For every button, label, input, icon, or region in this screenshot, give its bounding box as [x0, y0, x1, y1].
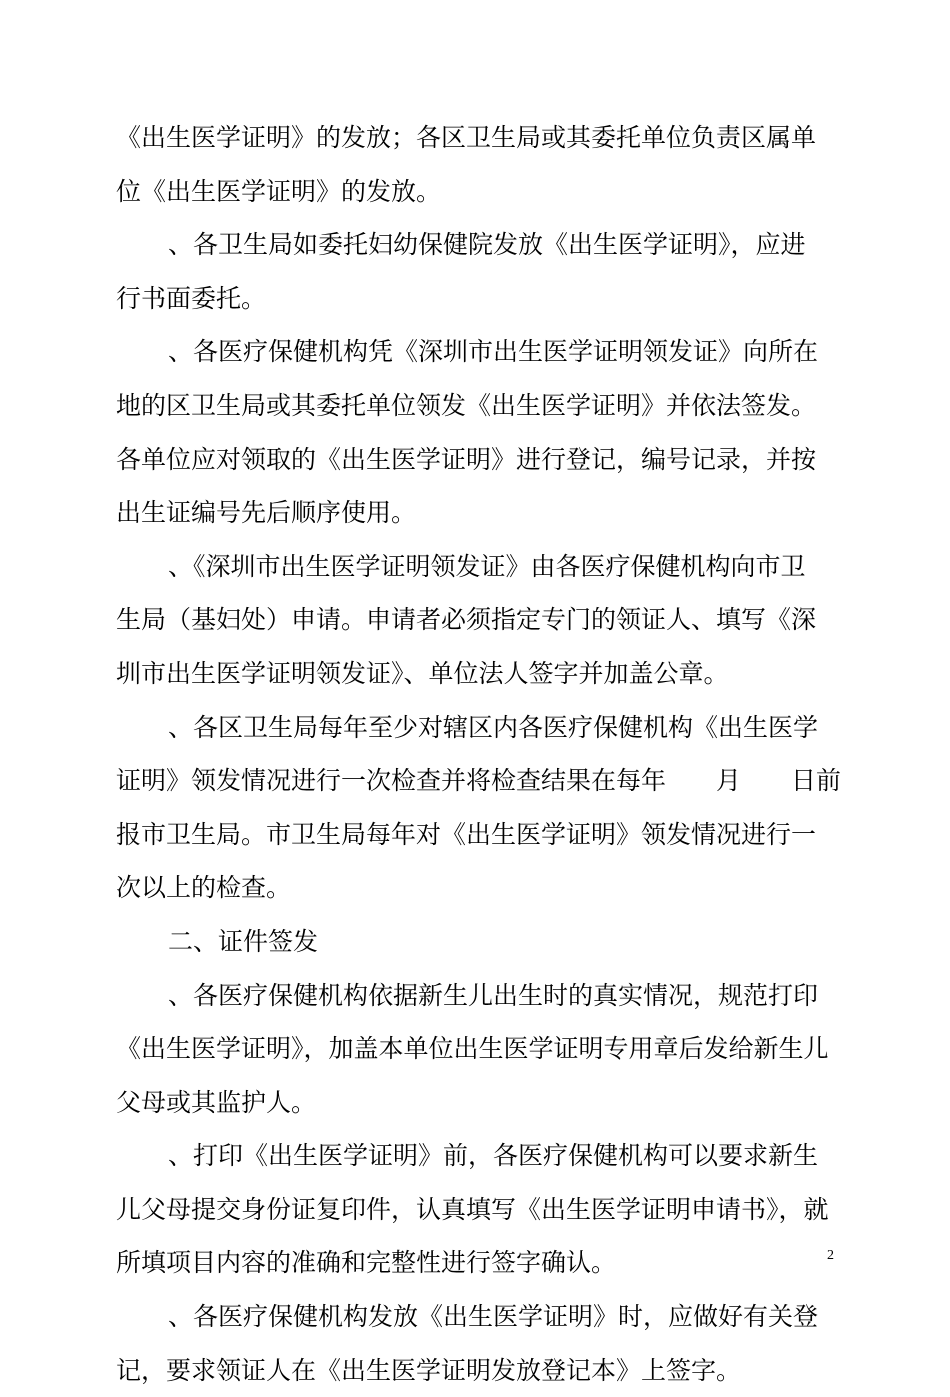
- text-line: 、《深圳市出生医学证明领发证》由各医疗保健机构向市卫: [168, 551, 806, 581]
- text-line: 、打印《出生医学证明》前，各医疗保健机构可以要求新生: [168, 1141, 819, 1171]
- text-line: 记，要求领证人在《出生医学证明发放登记本》上签字。: [116, 1355, 742, 1385]
- text-line: 报市卫生局。市卫生局每年对《出生医学证明》领发情况进行一: [116, 819, 817, 849]
- text-line: 《出生医学证明》的发放；各区卫生局或其委托单位负责区属单: [116, 123, 817, 152]
- text-line: 生局（基妇处）申请。申请者必须指定专门的领证人、填写《深: [116, 605, 817, 635]
- text-line: 各单位应对领取的《出生医学证明》进行登记，编号记录，并按: [116, 444, 817, 474]
- text-line: 地的区卫生局或其委托单位领发《出生医学证明》并依法签发。: [116, 390, 817, 420]
- text-line: 、各医疗保健机构凭《深圳市出生医学证明领发证》向所在: [168, 337, 819, 367]
- text-line: 次以上的检查。: [116, 873, 292, 903]
- text-line: 圳市出生医学证明领发证》、单位法人签字并加盖公章。: [116, 658, 729, 688]
- text-line: 位《出生医学证明》的发放。: [116, 176, 442, 206]
- text-line: 出生证编号先后顺序使用。: [116, 498, 417, 528]
- document-body: [116, 111, 846, 1397]
- text-line: 所填项目内容的准确和完整性进行签字确认。: [116, 1248, 617, 1278]
- text-line: 证明》领发情况进行一次检查并将检查结果在每年 月 日前: [116, 766, 842, 796]
- text-line: 、各医疗保健机构依据新生儿出生时的真实情况，规范打印: [168, 980, 819, 1010]
- text-line: 、各卫生局如委托妇幼保健院发放《出生医学证明》，应进: [168, 230, 806, 260]
- text-line: 父母或其监护人。: [116, 1087, 317, 1117]
- text-line: 儿父母提交身份证复印件，认真填写《出生医学证明申请书》，就: [116, 1194, 829, 1224]
- text-line: 行书面委托。: [116, 283, 267, 313]
- text-line: 、各医疗保健机构发放《出生医学证明》时，应做好有关登: [168, 1302, 819, 1332]
- section-heading: 二、证件签发: [168, 926, 319, 956]
- text-line: 、各区卫生局每年至少对辖区内各医疗保健机构《出生医学: [168, 712, 819, 742]
- text-line: 《出生医学证明》，加盖本单位出生医学证明专用章后发给新生儿: [116, 1034, 829, 1064]
- page-number: 2: [827, 1248, 834, 1263]
